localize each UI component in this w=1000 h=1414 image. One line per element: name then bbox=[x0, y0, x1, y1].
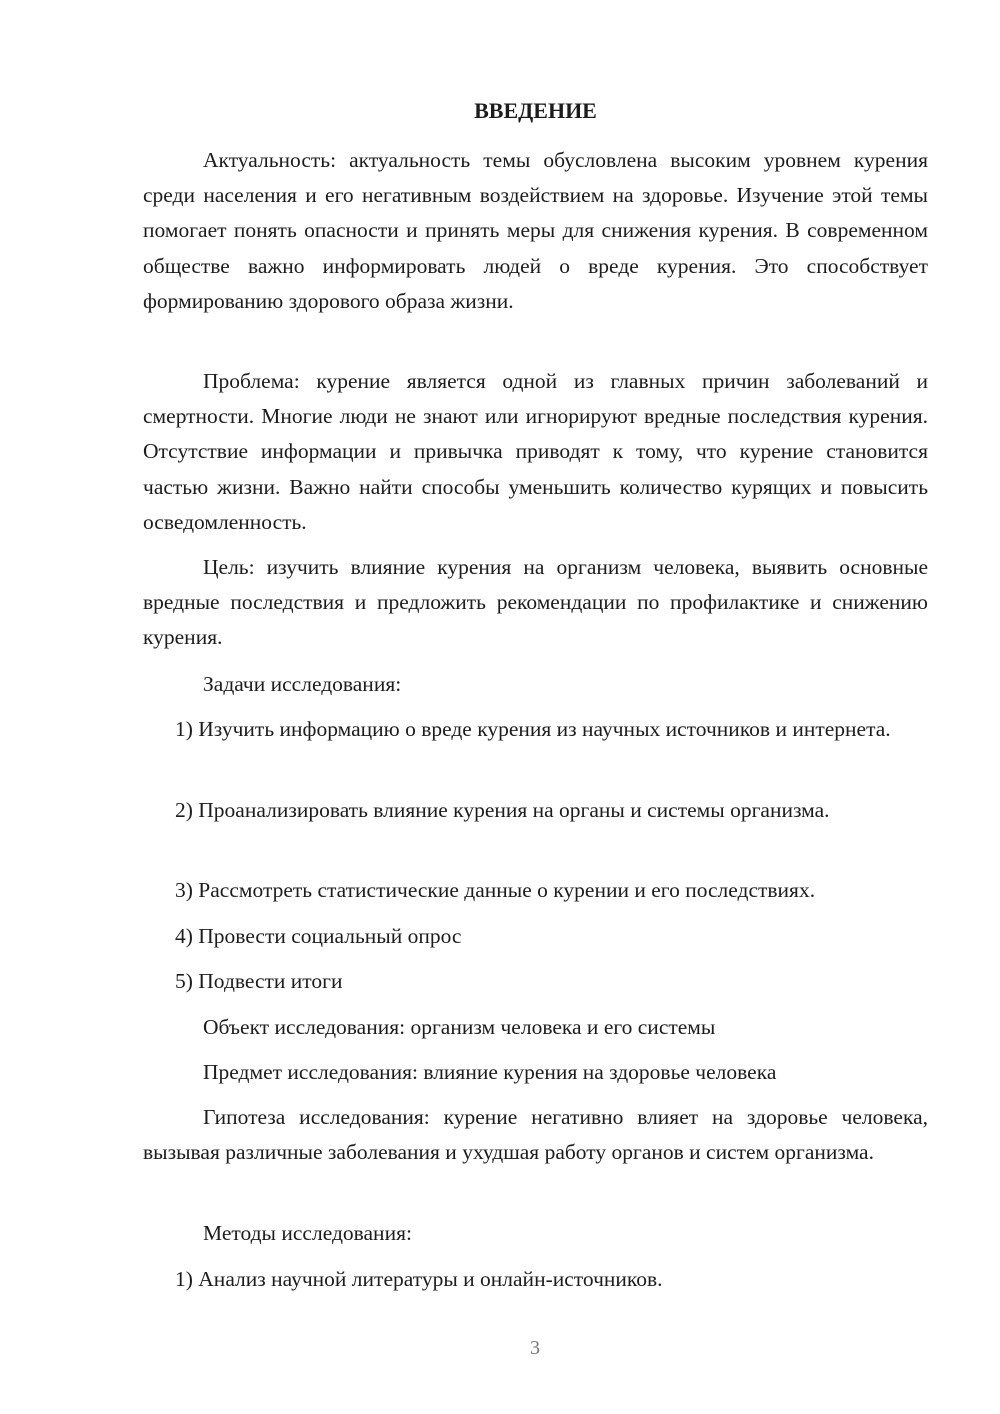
hypothesis-paragraph: Гипотеза исследования: курение негативно влияет на здоровье человека, вызывая различные заболевания и ухудшая работу органов и систем организма. bbox=[143, 1105, 928, 1165]
tasks-title: Задачи исследования: bbox=[203, 672, 402, 696]
task-item-5: 5) Подвести итоги bbox=[175, 969, 343, 993]
methods-title: Методы исследования: bbox=[203, 1221, 412, 1245]
problem-paragraph: Проблема: курение является одной из главных причин заболеваний и смертности. Многие люди не знают или игнорируют вредные последствия курения. Отсутствие информации и привычка приводят к тому, что курение становится частью жизни. Важно найти способы уменьшить количество курящих и повысить осведомленность. bbox=[143, 369, 928, 534]
section-heading: ВВЕДЕНИЕ bbox=[474, 98, 597, 123]
goal-paragraph: Цель: изучить влияние курения на организм человека, выявить основные вредные последствия и предложить рекомендации по профилактике и снижению курения. bbox=[143, 555, 928, 650]
task-item-2: 2) Проанализировать влияние курения на органы и системы организма. bbox=[175, 798, 830, 822]
subject-paragraph: Предмет исследования: влияние курения на здоровье человека bbox=[203, 1060, 777, 1084]
object-paragraph: Объект исследования: организм человека и его системы bbox=[203, 1015, 716, 1039]
method-item-1: 1) Анализ научной литературы и онлайн-источников. bbox=[175, 1267, 663, 1291]
page-number: 3 bbox=[530, 1337, 540, 1359]
task-item-1: 1) Изучить информацию о вреде курения из научных источников и интернета. bbox=[175, 717, 891, 741]
task-item-3: 3) Рассмотреть статистические данные о курении и его последствиях. bbox=[175, 878, 816, 902]
relevance-paragraph: Актуальность: актуальность темы обусловлена высоким уровнем курения среди населения и его негативным воздействием на здоровье. Изучение этой темы помогает понять опасности и принять меры для снижения курения. В современном обществе важно информировать людей о вреде курения. Это способствует формированию здорового образа жизни. bbox=[143, 148, 928, 313]
task-item-4: 4) Провести социальный опрос bbox=[175, 924, 462, 948]
